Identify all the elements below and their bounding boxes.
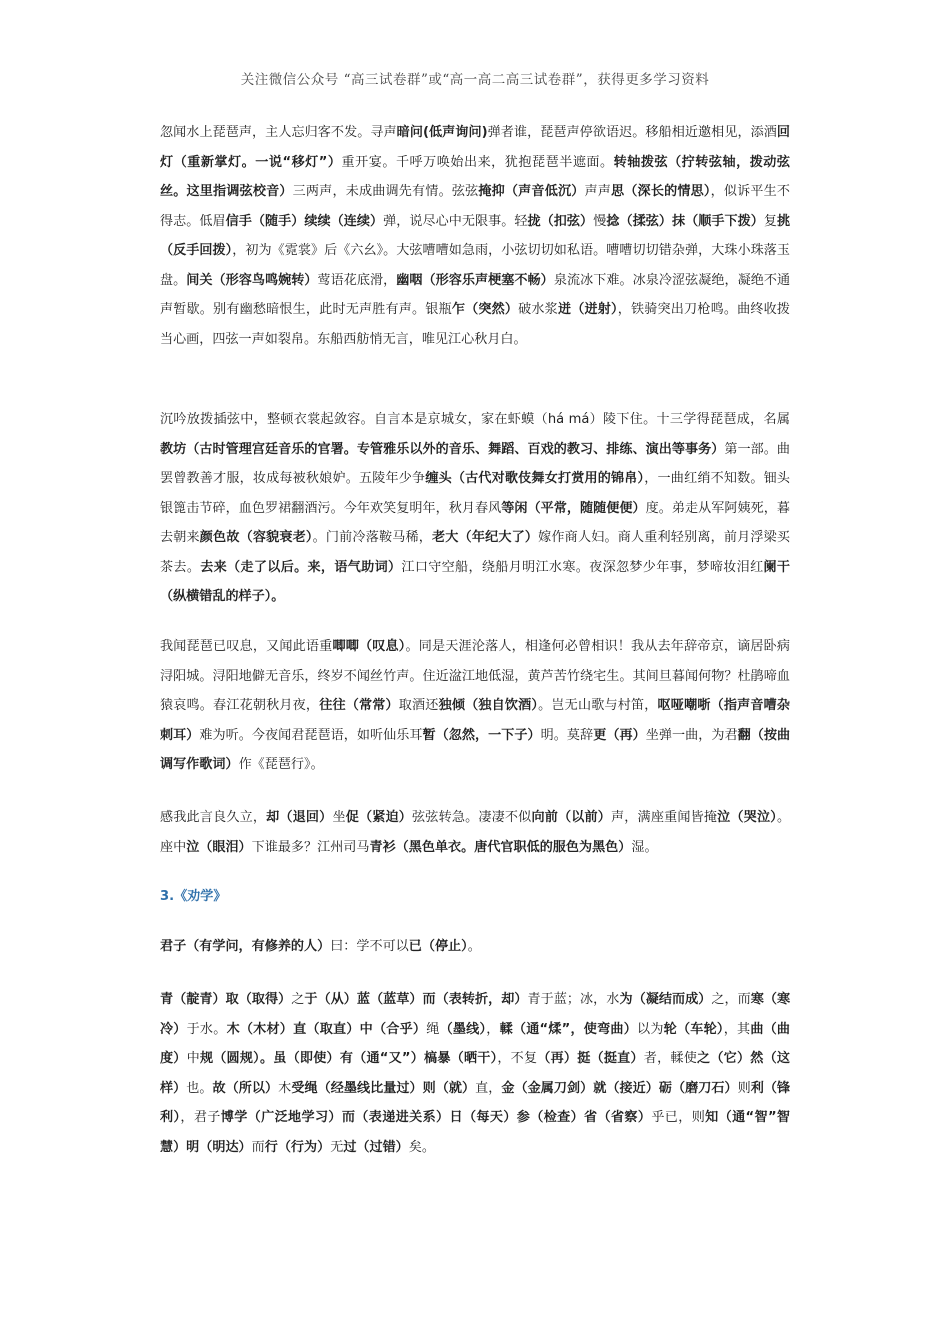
annotation-text: 木（木材）直（取直）中（合乎） — [226, 1021, 427, 1037]
annotation-text: 乍（突然） — [451, 302, 519, 317]
annotation-text: 迸（迸射） — [557, 302, 618, 317]
body-text: 乎已，则 — [651, 1110, 706, 1125]
body-text: 青于蓝；冰，水 — [527, 992, 620, 1007]
body-text: 泉流冰下难。冰泉冷涩弦凝绝，凝绝不通声暂歇。别有幽愁暗恨生，此时无声胜有声。银瓶 — [160, 272, 791, 317]
body-text: 弹，说尽心中无限事。轻 — [383, 213, 528, 229]
annotation-text: 挑（反手回拨） — [160, 213, 791, 258]
annotation-text: 为（凝结而成） — [619, 992, 712, 1007]
annotation-text: 泣（眼泪） — [186, 839, 252, 855]
annotation-text: 輮（通“煣”，使弯曲） — [499, 1021, 638, 1037]
body-text: 声声 — [584, 184, 612, 199]
annotation-text: 教坊（古时管理宫廷音乐的官署。专管雅乐以外的音乐、舞蹈、百戏的教习、排练、演出等事务） — [160, 441, 725, 457]
annotation-text: 更（再） — [593, 727, 646, 743]
body-text: 我闻琵琶已叹息，又闻此语重 — [160, 639, 333, 654]
body-text: 声，满座重闻皆掩 — [611, 810, 718, 825]
body-text: 复 — [763, 213, 777, 229]
annotation-text: 知（通“智”智慧）明（明达） — [160, 1110, 791, 1155]
annotation-text: 行（行为） — [264, 1139, 331, 1155]
body-text: ，君子 — [180, 1110, 221, 1125]
annotation-text: 往往（常常） — [319, 698, 399, 713]
body-text: 沉吟放拨插弦中，整顿衣裳起敛容。自言本是京城女，家在虾蟆（há má）陵下住。十三学得琵琶成，名属 — [160, 412, 790, 427]
body-text: 莺语花底滑， — [317, 272, 397, 288]
body-text: 者，輮使 — [643, 1051, 698, 1066]
paragraph-pipa-4 — [160, 803, 790, 862]
body-text: 。岂无山歌与村笛， — [538, 698, 658, 713]
body-text: 也。 — [186, 1080, 213, 1096]
annotation-text: 曲（曲度） — [160, 1021, 791, 1066]
body-text: ，一曲红绡不知数。钿头银篦击节碎，血色罗裙翻酒污。今年欢笑复明年，秋月春风 — [160, 471, 791, 516]
annotation-text: 老大（年纪大了） — [432, 530, 539, 545]
body-text: 。同是天涯沦落人，相逢何必曾相识！我从去年辞帝京，谪居卧病浔阳城。浔阳地僻无音乐，终岁不闻丝竹声。住近湓江地低湿，黄芦苦竹绕宅生。其间旦暮闻何物？杜鹃啼血猿哀鸣。春江花朝秋月夜， — [160, 639, 791, 713]
body-text: 慢 — [593, 213, 607, 229]
paragraph-quanxue-1 — [160, 932, 790, 962]
body-text: ，其 — [723, 1021, 751, 1037]
body-text: 而 — [251, 1139, 265, 1155]
annotation-text: 已（停止） — [408, 939, 468, 954]
annotation-text: （墨线） — [439, 1021, 487, 1037]
annotation-text: 回灯（重新掌灯。一说“移灯”） — [160, 125, 791, 170]
body-text: ，似诉平生不得志。低眉 — [160, 184, 791, 229]
annotation-text: 幽咽（形容乐声梗塞不畅） — [396, 272, 554, 288]
body-text: 。座中 — [160, 810, 791, 855]
annotation-text: 独倾（独自饮酒） — [438, 698, 539, 713]
paragraph-pipa-3 — [160, 632, 790, 780]
body-text: 破水浆 — [518, 302, 558, 317]
annotation-text: 青（靛青）取（取得） — [160, 992, 292, 1007]
body-text: 三两声，未成曲调先有情。弦弦 — [292, 184, 479, 199]
annotation-text: 之（它）然（这样） — [160, 1051, 791, 1096]
annotation-text: 轮（车轮） — [663, 1021, 724, 1037]
annotation-text: 促（紧迫） — [345, 810, 413, 825]
annotation-text: 于（从）蓝（蓝草）而（表转折，却） — [304, 992, 528, 1007]
annotation-text: 信手（随手）续续（连续） — [225, 213, 384, 229]
body-text: 度。弟走从军阿姨死，暮去朝来 — [160, 500, 791, 545]
annotation-text: 受绳（经墨线比量过）则（就） — [291, 1080, 476, 1096]
body-text: 湿。 — [631, 839, 658, 855]
paragraph-pipa-2 — [160, 405, 790, 612]
body-text: 坐弹一曲，为君 — [645, 727, 738, 743]
annotation-text: 青衫（黑色单衣。唐代官职低的服色为黑色） — [369, 839, 632, 855]
annotation-text: 转轴拨弦（拧转弦轴，拨动弦丝。这里指调弦校音） — [160, 154, 791, 199]
annotation-text: （再）挺（挺直） — [537, 1051, 644, 1066]
paragraph-quanxue-2 — [160, 985, 790, 1162]
body-text: 第一部。曲罢曾教善才服，妆成每被秋娘妒。五陵年少争 — [160, 441, 791, 486]
body-text: 则 — [737, 1080, 751, 1096]
annotation-text: 金（金属刀剑）就（接近）砺（磨刀石） — [501, 1080, 738, 1096]
body-text: 感我此言良久立， — [160, 810, 267, 825]
annotation-text: 规（圆规）。虽（即使）有（通“又”）槁暴（晒干） — [199, 1051, 498, 1066]
annotation-text: 唧唧（叹息） — [332, 639, 406, 654]
annotation-text: 间关（形容鸟鸣婉转） — [186, 272, 318, 288]
body-text: 矣。 — [408, 1139, 435, 1155]
body-text: 之 — [291, 992, 305, 1007]
annotation-text: 呕哑嘲哳（指声音嘈杂刺耳） — [160, 698, 791, 743]
annotation-text: 君子（有学问，有修养的人） — [160, 939, 331, 954]
annotation-text: 过（过错） — [343, 1139, 409, 1155]
annotation-text: 去来（走了以后。来，语气助词） — [200, 559, 402, 575]
body-text: 嫁作商人妇。商人重利轻别离，前月浮梁买茶去。 — [160, 530, 791, 575]
body-text: 忽闻水上琵琶声，主人忘归客不发。寻声 — [160, 125, 397, 140]
body-text: 木 — [278, 1080, 292, 1096]
body-text: 取酒还 — [398, 698, 439, 713]
body-text: 江口守空船，绕船月明江水寒。夜深忽梦少年事，梦啼妆泪红 — [401, 559, 764, 575]
body-text: ，不复 — [497, 1051, 538, 1066]
body-text: ，铁骑突出刀枪鸣。曲终收拨当心画，四弦一声如裂帛。东船西舫悄无言，唯见江心秋月白。 — [160, 302, 791, 347]
body-text: 无 — [330, 1139, 344, 1155]
body-text: 于水。 — [186, 1021, 227, 1037]
body-text: 坐 — [332, 810, 346, 825]
annotation-text: 思（深长的情思） — [611, 184, 711, 199]
section-heading: 3.《劝学》 — [160, 889, 227, 904]
body-text: 下谁最多？江州司马 — [251, 839, 370, 855]
body-text: ， — [486, 1021, 500, 1037]
annotation-text: 利（锋利） — [160, 1080, 791, 1125]
annotation-text: 故（所以） — [212, 1080, 279, 1096]
body-text: 曰：学不可以 — [330, 939, 409, 954]
body-text: 。 — [467, 939, 481, 954]
annotation-text: 掩抑（声音低沉） — [478, 184, 585, 199]
body-text: 。门前冷落鞍马稀， — [312, 530, 433, 545]
annotation-text: 捻（揉弦）抹（顺手下拨） — [606, 213, 764, 229]
annotation-text: 暂（忽然，一下子） — [422, 727, 541, 743]
annotation-text: 翻（按曲调写作歌词） — [160, 727, 791, 772]
body-text: 弦弦转急。凄凄不似 — [412, 810, 532, 825]
annotation-text: 向前（以前） — [531, 810, 612, 825]
annotation-text: 拢（扣弦） — [527, 213, 594, 229]
annotation-text: 泣（哭泣） — [717, 810, 777, 825]
body-text: 弹者谁，琵琶声停欲语迟。移船相近邀相见，添酒 — [487, 125, 777, 140]
annotation-text: 暗问(低声询问) — [396, 125, 488, 140]
body-text: 中 — [186, 1051, 200, 1066]
body-text: 难为听。今夜闻君琵琶语，如听仙乐耳 — [199, 727, 423, 743]
body-text: 明。莫辞 — [540, 727, 594, 743]
annotation-text: 颜色故（容貌衰老） — [199, 530, 313, 545]
annotation-text: 却（退回） — [266, 810, 333, 825]
annotation-text: 博学（广泛地学习）而（表递进关系）日（每天）参（检查）省（省察） — [220, 1110, 652, 1125]
body-text: ，初为《霓裳》后《六幺》。大弦嘈嘈如急雨，小弦切切如私语。嘈嘈切切错杂弹，大珠小珠落玉盘。 — [160, 243, 790, 288]
body-text: 以为 — [637, 1021, 664, 1037]
page-header: 关注微信公众号 “高三试卷群”或“高一高二高三试卷群”，获得更多学习资料 — [240, 72, 710, 88]
body-text: 作《琵琶行》。 — [238, 757, 324, 772]
body-text: 绳 — [426, 1021, 440, 1037]
annotation-text: 寒（寒冷） — [160, 992, 791, 1037]
annotation-text: 缠头（古代对歌伎舞女打赏用的锦帛） — [425, 471, 645, 486]
body-text: 重开宴。千呼万唤始出来，犹抱琵琶半遮面。 — [341, 154, 614, 170]
annotation-text: 阑干（纵横错乱的样子）。 — [160, 559, 791, 604]
paragraph-pipa-1 — [160, 118, 790, 354]
body-text: 之，而 — [711, 992, 751, 1007]
body-text: 直， — [475, 1080, 502, 1096]
annotation-text: 等闲（平常，随随便便） — [501, 500, 646, 516]
